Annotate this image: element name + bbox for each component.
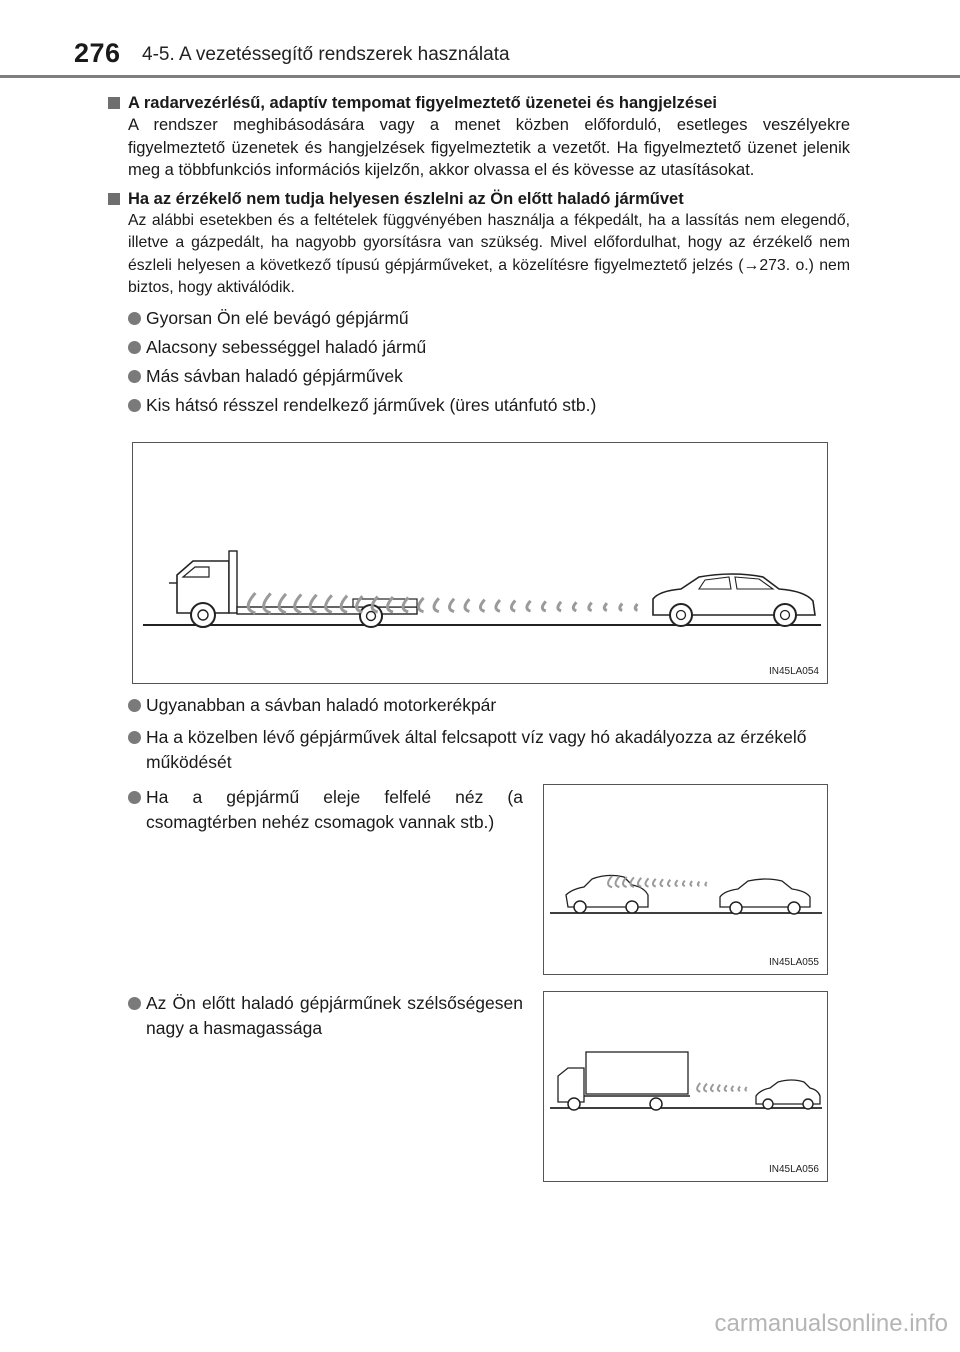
list-item: Ha a gépjármű eleje felfelé néz (a csomagtérben nehéz csomagok vannak stb.) [108, 781, 523, 838]
round-bullet-icon [128, 791, 141, 804]
list-item: Gyorsan Ön elé bevágó gépjármű [108, 306, 850, 331]
radar-wave [653, 879, 656, 887]
high-clearance-illustration-icon [544, 992, 827, 1181]
square-bullet-icon [108, 193, 120, 205]
figure-code: IN45LA055 [768, 957, 819, 968]
nose-up-illustration-icon [544, 785, 827, 974]
list-item: Más sávban haladó gépjárművek [108, 364, 850, 389]
page-number: 276 [74, 38, 121, 68]
round-bullet-icon [128, 731, 141, 744]
radar-wave [645, 878, 648, 886]
radar-wave [718, 1085, 720, 1092]
watermark: carmanualsonline.info [714, 1310, 948, 1337]
round-bullet-icon [128, 997, 141, 1010]
radar-wave [589, 603, 592, 611]
round-bullet-icon [128, 312, 141, 325]
radar-wave [704, 1084, 707, 1092]
figure-nose-up-illustration [543, 784, 828, 975]
round-bullet-icon [128, 699, 141, 712]
section-paragraph-messages: A rendszer meghibásodására vagy a menet közben előforduló, esetleges veszélyekre figyelmeztető üzenetek és hangjelzések figyelmeztetik a vezetőt. Ha figyelmeztető üzenet jelenik meg a többfunkciós információs kijelzőn, akkor olvassa el és kövesse az utasításokat. [128, 116, 850, 179]
radar-wave [638, 878, 641, 887]
page-header [0, 0, 960, 78]
radar-wave [711, 1084, 714, 1091]
radar-wave [496, 600, 500, 611]
figure-code: IN45LA056 [768, 1164, 819, 1175]
radar-wave [449, 599, 454, 612]
list-item: Alacsony sebességgel haladó jármű [108, 335, 850, 360]
list-item: Ha a közelben lévő gépjárművek által felcsapott víz vagy hó akadályozza az érzékelő működését [108, 721, 853, 778]
radar-wave [604, 603, 607, 610]
radar-wave [480, 600, 484, 612]
radar-wave [465, 599, 469, 611]
section-paragraph-detection: Az alábbi esetekben és a feltételek függvényében használja a fékpedált, ha a lassítás nem elegendő, illetve a gázpedált, ha nagyobb gyorsításra van szükség. Mivel előfordulhat, hogy az érzékelő nem észleli helyesen a következő típusú gépjárműveket, a közelítésre figyelmeztető jelzés (→273. o.) nem biztos, hogy aktiválódik. [128, 211, 850, 296]
radar-wave [511, 600, 515, 611]
list-item: Kis hátsó résszel rendelkező járművek (üres utánfutó stb.) [108, 393, 850, 418]
round-bullet-icon [128, 399, 141, 412]
radar-wave [573, 602, 576, 610]
radar-wave [705, 882, 706, 886]
figure-code: IN45LA054 [768, 666, 819, 677]
radar-wave [732, 1086, 734, 1091]
radar-wave [558, 602, 561, 611]
radar-wave [542, 601, 545, 611]
round-bullet-icon [128, 370, 141, 383]
radar-wave [697, 1083, 700, 1092]
radar-wave [725, 1085, 727, 1091]
radar-wave [675, 880, 677, 886]
round-bullet-icon [128, 341, 141, 354]
radar-wave [738, 1086, 740, 1090]
figure-high-clearance-illustration [543, 991, 828, 1182]
trailer-illustration-icon [133, 443, 827, 683]
figure-trailer-illustration [132, 442, 828, 684]
list-item: Ugyanabban a sávban haladó motorkerékpár [108, 689, 853, 721]
radar-wave [527, 601, 531, 611]
main-content [108, 92, 850, 421]
radar-wave [419, 598, 424, 612]
radar-wave [698, 882, 700, 886]
list-item: Az Ön előtt haladó gépjárműnek szélsőségesen nagy a hasmagassága [108, 987, 523, 1044]
radar-wave [683, 881, 685, 886]
section-heading-detection: Ha az érzékelő nem tudja helyesen észlelni az Ön előtt haladó járművet [108, 188, 850, 210]
section-heading-messages: A radarvezérlésű, adaptív tempomat figyelmeztető üzenetei és hangjelzései [108, 92, 850, 114]
radar-wave [434, 598, 439, 611]
radar-wave [668, 880, 670, 887]
header-rule [0, 75, 960, 78]
square-bullet-icon [108, 97, 120, 109]
radar-wave [635, 604, 637, 610]
radar-wave [620, 604, 622, 611]
radar-wave [745, 1087, 746, 1091]
radar-wave [690, 881, 692, 886]
chapter-title: 4-5. A vezetéssegítő rendszerek használata [142, 44, 510, 65]
radar-wave [660, 879, 663, 886]
